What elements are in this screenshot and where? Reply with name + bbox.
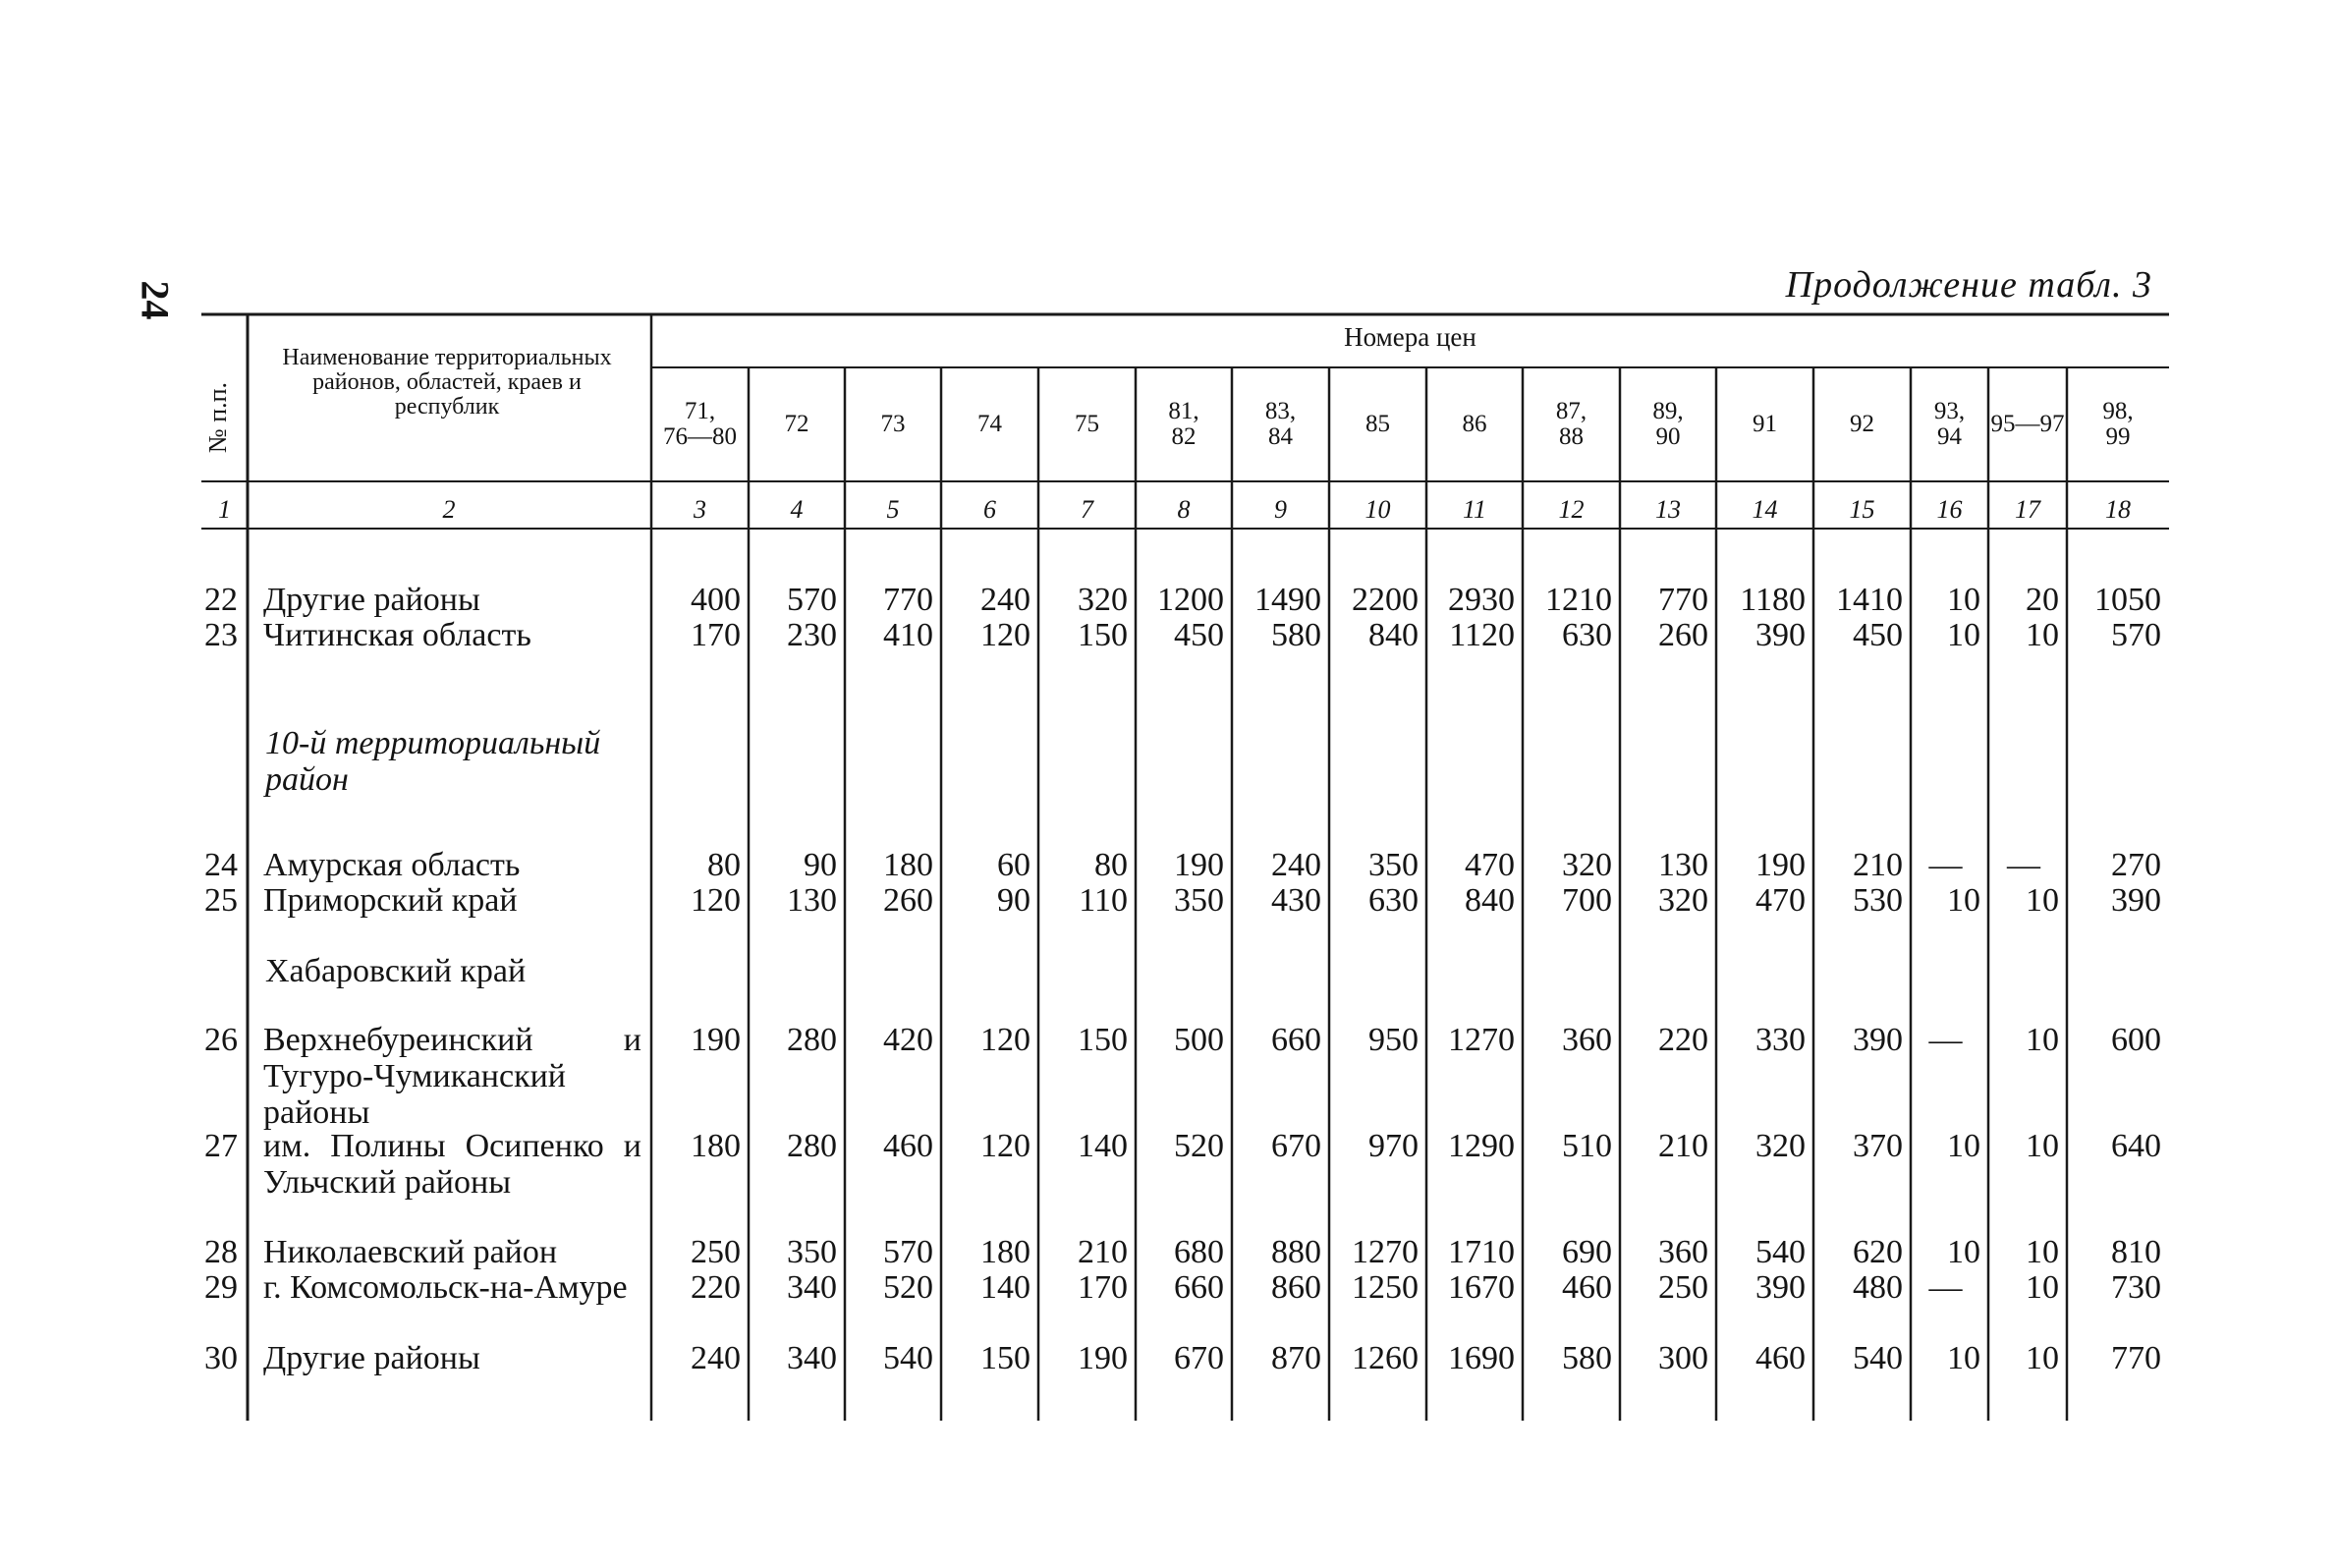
table-cell: 10 — [1947, 582, 1980, 618]
table-cell: 210 — [1853, 847, 1903, 883]
table-cell: 240 — [691, 1340, 741, 1376]
table-cell: 420 — [883, 1022, 933, 1058]
table-cell: 510 — [1562, 1128, 1612, 1164]
table-cell: 190 — [1755, 847, 1806, 883]
table-cell: 460 — [1562, 1269, 1612, 1306]
table-cell: 570 — [787, 582, 837, 618]
column-number: 3 — [694, 495, 706, 524]
table-cell: 170 — [691, 617, 741, 653]
column-number: 4 — [790, 495, 804, 524]
table-cell: 10 — [2026, 1022, 2059, 1058]
header-price-col: 89, 90 — [1652, 398, 1684, 450]
page-number: 24 — [133, 280, 178, 320]
table-cell: 660 — [1271, 1022, 1321, 1058]
table-cell: 180 — [980, 1234, 1030, 1270]
table-cell: 190 — [1174, 847, 1224, 883]
table-cell: 640 — [2111, 1128, 2161, 1164]
row-number: 29 — [204, 1269, 238, 1306]
table-cell: 1270 — [1352, 1234, 1419, 1270]
table-cell: 620 — [1853, 1234, 1903, 1270]
table-cell: 630 — [1368, 882, 1419, 919]
table-cell: 10 — [2026, 1128, 2059, 1164]
table-cell: 770 — [2111, 1340, 2161, 1376]
header-price-col: 85 — [1365, 411, 1390, 437]
table-cell: 90 — [804, 847, 837, 883]
row-name: г. Комсомольск-на-Амуре — [263, 1269, 628, 1306]
table-cell: 1490 — [1254, 582, 1321, 618]
table-cell: 520 — [883, 1269, 933, 1306]
header-price-col: 95—97 — [1990, 411, 2065, 437]
table-cell: — — [2007, 847, 2040, 883]
table-cell: 570 — [883, 1234, 933, 1270]
table-cell: 270 — [2111, 847, 2161, 883]
table-cell: 390 — [1755, 617, 1806, 653]
table-cell: 1120 — [1449, 617, 1515, 653]
table-cell: 430 — [1271, 882, 1321, 919]
row-name: Другие районы — [263, 582, 480, 618]
table-cell: 360 — [1562, 1022, 1612, 1058]
header-price-col: 86 — [1462, 411, 1487, 437]
table-cell: 2200 — [1352, 582, 1419, 618]
table-cell: 80 — [707, 847, 741, 883]
column-number: 9 — [1274, 495, 1287, 524]
table-cell: 1210 — [1545, 582, 1612, 618]
table-cell: 570 — [2111, 617, 2161, 653]
table-cell: 580 — [1562, 1340, 1612, 1376]
table-cell: 540 — [1755, 1234, 1806, 1270]
table-cell: 10 — [1947, 617, 1980, 653]
header-price-col: 71, 76—80 — [663, 398, 737, 450]
table-cell: 460 — [1755, 1340, 1806, 1376]
table-cell: 1410 — [1836, 582, 1903, 618]
table-cell: 10 — [2026, 1340, 2059, 1376]
table-cell: 540 — [883, 1340, 933, 1376]
row-number: 25 — [204, 882, 238, 919]
header-price-col: 98, 99 — [2102, 398, 2134, 450]
column-number: 2 — [442, 495, 456, 524]
table-cell: 320 — [1658, 882, 1708, 919]
table-cell: 240 — [1271, 847, 1321, 883]
table-cell: 10 — [2026, 617, 2059, 653]
table-cell: 130 — [1658, 847, 1708, 883]
table-cell: 530 — [1853, 882, 1903, 919]
row-number: 30 — [204, 1340, 238, 1376]
table-cell: 1260 — [1352, 1340, 1419, 1376]
column-number: 16 — [1936, 495, 1963, 524]
column-number: 10 — [1364, 495, 1391, 524]
table-cell: — — [1928, 1269, 1963, 1306]
row-name: Другие районы — [263, 1340, 480, 1376]
row-number: 28 — [204, 1234, 238, 1270]
table-cell: 250 — [1658, 1269, 1708, 1306]
table-caption: Продолжение табл. 3 — [1785, 264, 2152, 306]
table-cell: 10 — [1947, 1234, 1980, 1270]
table-cell: 220 — [691, 1269, 741, 1306]
table-cell: 870 — [1271, 1340, 1321, 1376]
table-cell: 10 — [2026, 1234, 2059, 1270]
table-cell: 10 — [2026, 1269, 2059, 1306]
table-cell: 370 — [1853, 1128, 1903, 1164]
table-cell: 170 — [1078, 1269, 1128, 1306]
table-cell: 1050 — [2094, 582, 2161, 618]
table-cell: 90 — [997, 882, 1030, 919]
row-name: им. Полины Осипенко и Ульчский районы — [263, 1128, 641, 1201]
row-number: 26 — [204, 1022, 238, 1058]
table-cell: 240 — [980, 582, 1030, 618]
table-cell: 280 — [787, 1022, 837, 1058]
table-cell: 480 — [1853, 1269, 1903, 1306]
table-cell: — — [1928, 847, 1963, 883]
table-cell: 500 — [1174, 1022, 1224, 1058]
column-number: 8 — [1177, 495, 1191, 524]
header-price-col: 83, 84 — [1264, 398, 1297, 450]
header-price-col: 87, 88 — [1555, 398, 1587, 450]
table-cell: 450 — [1174, 617, 1224, 653]
table-cell: 260 — [883, 882, 933, 919]
table-cell: 150 — [1078, 617, 1128, 653]
table-cell: 220 — [1658, 1022, 1708, 1058]
column-number: 6 — [983, 495, 996, 524]
table-cell: 280 — [787, 1128, 837, 1164]
row-number: 24 — [204, 847, 238, 883]
table-cell: 950 — [1368, 1022, 1419, 1058]
table-cell: 150 — [1078, 1022, 1128, 1058]
table-cell: 390 — [1853, 1022, 1903, 1058]
table-cell: 2930 — [1448, 582, 1515, 618]
section-heading: 10-й территориальный район — [265, 725, 601, 798]
column-number: 15 — [1849, 495, 1875, 524]
table-cell: 10 — [1947, 1128, 1980, 1164]
table-cell: — — [1928, 1022, 1963, 1058]
table-cell: 140 — [1078, 1128, 1128, 1164]
column-number: 12 — [1558, 495, 1585, 524]
table-cell: 1290 — [1448, 1128, 1515, 1164]
column-number: 5 — [886, 495, 900, 524]
table-cell: 400 — [691, 582, 741, 618]
header-name: Наименование территориальных районов, областей, краев и республик — [282, 345, 612, 420]
table-cell: 150 — [980, 1340, 1030, 1376]
table-cell: 880 — [1271, 1234, 1321, 1270]
column-number: 17 — [2015, 495, 2040, 524]
table-cell: 390 — [1755, 1269, 1806, 1306]
table-cell: 80 — [1094, 847, 1128, 883]
table-cell: 300 — [1658, 1340, 1708, 1376]
table-cell: 230 — [787, 617, 837, 653]
table-cell: 670 — [1271, 1128, 1321, 1164]
header-price-col: 73 — [880, 411, 906, 437]
table-cell: 390 — [2111, 882, 2161, 919]
table-cell: 690 — [1562, 1234, 1612, 1270]
table-cell: 360 — [1658, 1234, 1708, 1270]
header-price-col: 91 — [1753, 411, 1777, 437]
table-cell: 320 — [1755, 1128, 1806, 1164]
table-cell: 260 — [1658, 617, 1708, 653]
column-number: 18 — [2105, 495, 2131, 524]
table-cell: 10 — [1947, 1340, 1980, 1376]
table-cell: 670 — [1174, 1340, 1224, 1376]
row-name: Приморский край — [263, 882, 518, 919]
table-cell: 450 — [1853, 617, 1903, 653]
table-cell: 350 — [1174, 882, 1224, 919]
table-cell: 250 — [691, 1234, 741, 1270]
table-cell: 140 — [980, 1269, 1030, 1306]
column-number: 7 — [1081, 495, 1093, 524]
table-cell: 60 — [997, 847, 1030, 883]
table-cell: 770 — [1658, 582, 1708, 618]
table-cell: 840 — [1368, 617, 1419, 653]
table-cell: 10 — [2026, 882, 2059, 919]
table-cell: 840 — [1465, 882, 1515, 919]
table-cell: 730 — [2111, 1269, 2161, 1306]
table-cell: 1180 — [1740, 582, 1806, 618]
table-cell: 470 — [1755, 882, 1806, 919]
table-cell: 110 — [1079, 882, 1128, 919]
table-cell: 810 — [2111, 1234, 2161, 1270]
table-cell: 600 — [2111, 1022, 2161, 1058]
header-price-col: 81, 82 — [1168, 398, 1199, 450]
table-cell: 210 — [1658, 1128, 1708, 1164]
table-cell: 540 — [1853, 1340, 1903, 1376]
header-price-col: 92 — [1850, 411, 1874, 437]
header-price-col: 74 — [977, 411, 1002, 437]
row-name: Верхнебуреинский и Тугуро-Чумиканский районы — [263, 1022, 641, 1131]
table-cell: 1200 — [1157, 582, 1224, 618]
table-cell: 580 — [1271, 617, 1321, 653]
table-cell: 350 — [787, 1234, 837, 1270]
table-cell: 630 — [1562, 617, 1612, 653]
table-cell: 410 — [883, 617, 933, 653]
table-cell: 180 — [883, 847, 933, 883]
subsection-heading: Хабаровский край — [265, 953, 527, 989]
table-cell: 320 — [1078, 582, 1128, 618]
row-name: Амурская область — [263, 847, 521, 883]
header-price-col: 93, 94 — [1933, 398, 1966, 450]
column-number: 11 — [1462, 495, 1487, 524]
table-cell: 340 — [787, 1269, 837, 1306]
table-cell: 120 — [980, 1128, 1030, 1164]
table-cell: 120 — [980, 1022, 1030, 1058]
table-cell: 460 — [883, 1128, 933, 1164]
table-cell: 20 — [2026, 582, 2059, 618]
header-price-col: 72 — [784, 411, 809, 437]
table-cell: 1710 — [1448, 1234, 1515, 1270]
table-cell: 210 — [1078, 1234, 1128, 1270]
table-cell: 130 — [787, 882, 837, 919]
row-number: 23 — [204, 617, 238, 653]
table-cell: 180 — [691, 1128, 741, 1164]
table-cell: 680 — [1174, 1234, 1224, 1270]
table-cell: 120 — [691, 882, 741, 919]
table-cell: 10 — [1947, 882, 1980, 919]
table-cell: 700 — [1562, 882, 1612, 919]
table-cell: 970 — [1368, 1128, 1419, 1164]
table-cell: 320 — [1562, 847, 1612, 883]
row-name: Николаевский район — [263, 1234, 558, 1270]
table-cell: 470 — [1465, 847, 1515, 883]
table-cell: 340 — [787, 1340, 837, 1376]
header-price-col: 75 — [1075, 411, 1099, 437]
header-group-prices: Номера цен — [1344, 322, 1476, 352]
table-cell: 330 — [1755, 1022, 1806, 1058]
row-number: 27 — [204, 1128, 238, 1164]
table-cell: 1270 — [1448, 1022, 1515, 1058]
table-cell: 860 — [1271, 1269, 1321, 1306]
table-cell: 1670 — [1448, 1269, 1515, 1306]
table-cell: 520 — [1174, 1128, 1224, 1164]
column-number: 1 — [218, 495, 231, 524]
table-cell: 1690 — [1448, 1340, 1515, 1376]
table-cell: 1250 — [1352, 1269, 1419, 1306]
table-cell: 350 — [1368, 847, 1419, 883]
table-cell: 660 — [1174, 1269, 1224, 1306]
table-cell: 120 — [980, 617, 1030, 653]
header-rownum: № п.п. — [203, 381, 232, 454]
table-cell: 770 — [883, 582, 933, 618]
table-cell: 190 — [1078, 1340, 1128, 1376]
table-cell: 190 — [691, 1022, 741, 1058]
column-number: 14 — [1752, 495, 1778, 524]
column-number: 13 — [1655, 495, 1681, 524]
row-name: Читинская область — [263, 617, 531, 653]
row-number: 22 — [204, 582, 238, 618]
